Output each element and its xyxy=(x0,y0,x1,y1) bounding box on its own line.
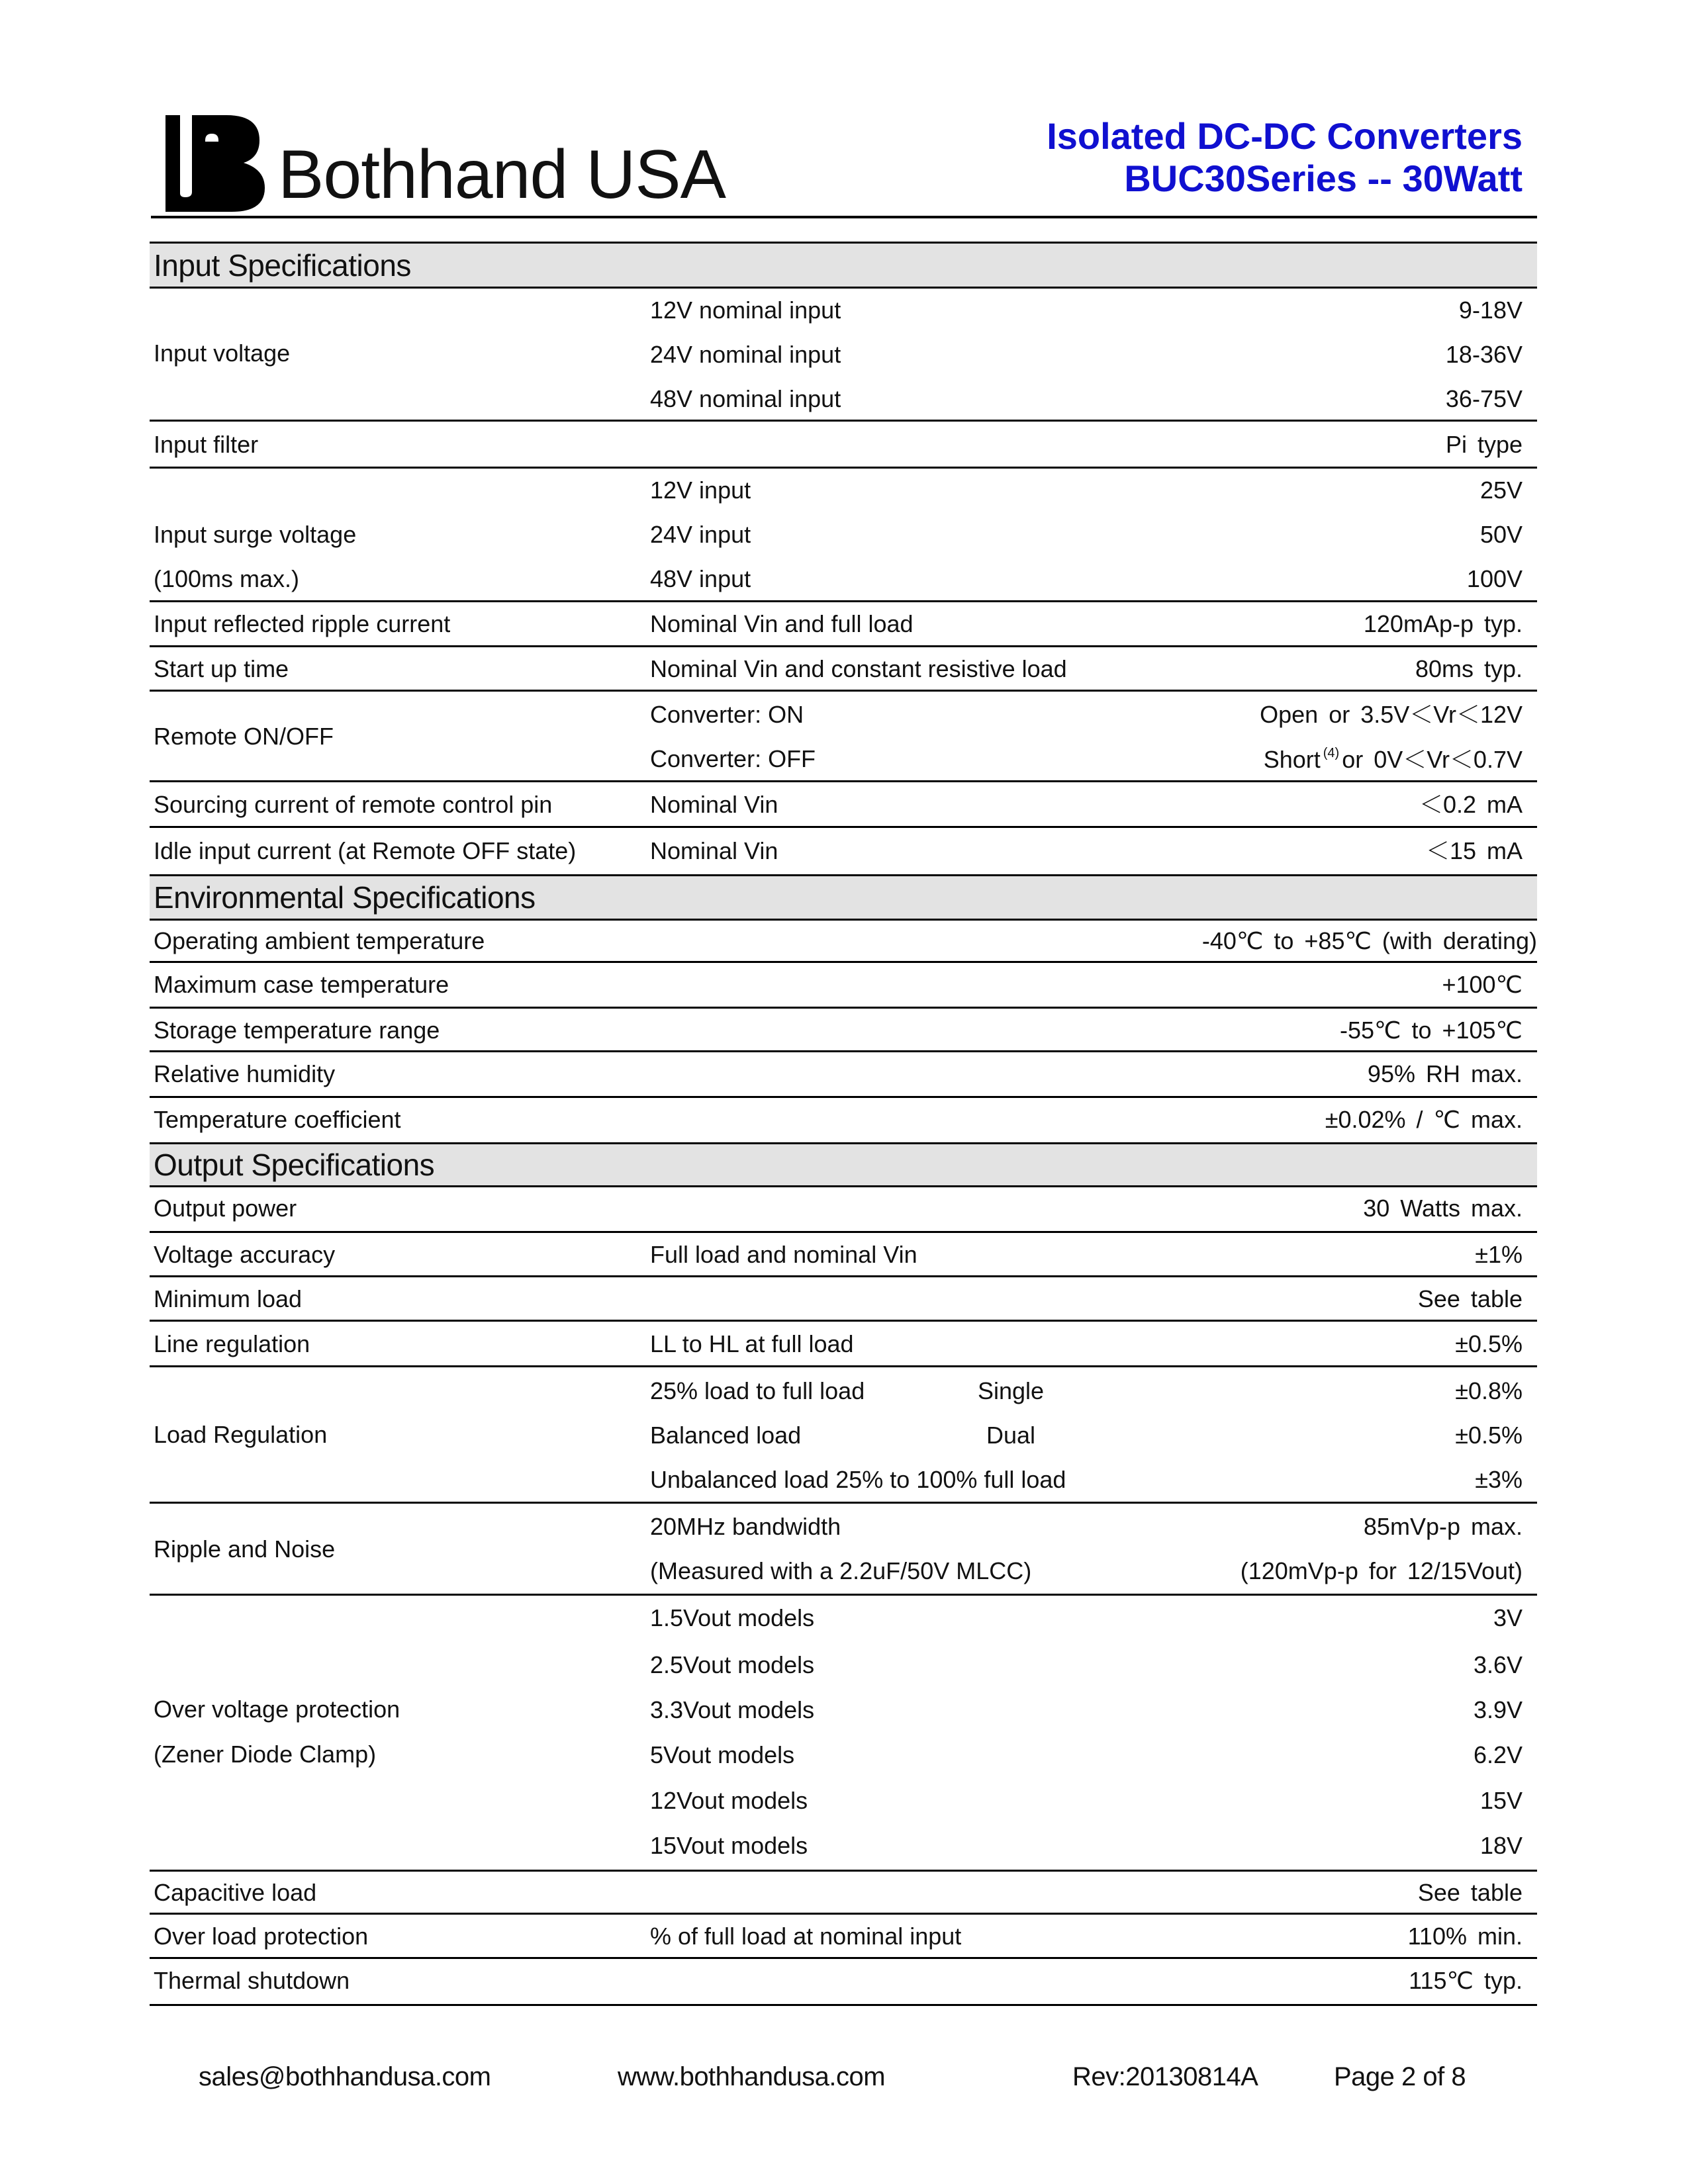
table-row-input-voltage xyxy=(150,289,1537,422)
row-condition: Balanced load xyxy=(650,1422,802,1449)
row-value: 15V xyxy=(1479,1787,1523,1814)
row-label: Input surge voltage xyxy=(154,521,357,548)
row-value: 50V xyxy=(1479,521,1523,548)
table-row-temp-coefficient xyxy=(150,1098,1537,1142)
row-value: 110% min. xyxy=(1407,1923,1523,1950)
row-condition: Unbalanced load 25% to 100% full load xyxy=(650,1466,1066,1493)
section-header-input xyxy=(150,242,1537,289)
row-value: 100V xyxy=(1466,565,1523,592)
row-condition: LL to HL at full load xyxy=(650,1330,854,1357)
row-value: ±3% xyxy=(1475,1466,1523,1493)
table-row-thermal-shutdown xyxy=(150,1959,1537,2006)
table-row-output-power xyxy=(150,1187,1537,1233)
table-row-reflected-ripple xyxy=(150,602,1537,647)
table-row-max-case-temp xyxy=(150,963,1537,1009)
row-condition: Converter: OFF xyxy=(650,745,816,772)
row-value: ＜0.2 mA xyxy=(1419,791,1523,818)
row-condition: (Measured with a 2.2uF/50V MLCC) xyxy=(650,1557,1032,1584)
footer-website-link[interactable]: www.bothhandusa.com xyxy=(618,2062,886,2091)
row-value: 85mVp-p max. xyxy=(1363,1513,1523,1540)
row-value: -40℃ to +85℃ (with derating) xyxy=(1201,927,1537,954)
row-label-note: (Zener Diode Clamp) xyxy=(154,1741,377,1768)
row-output-type: Dual xyxy=(986,1422,1036,1449)
row-value: 25V xyxy=(1479,477,1523,504)
document-subtitle: BUC30Series -- 30Watt xyxy=(1124,158,1523,199)
bothhand-logo-icon xyxy=(165,115,265,212)
table-row-input-filter xyxy=(150,422,1537,469)
value-text: Short xyxy=(1263,746,1321,773)
row-condition: Nominal Vin xyxy=(650,791,778,818)
row-value: ±0.5% xyxy=(1455,1422,1523,1449)
row-condition: 48V input xyxy=(650,565,751,592)
row-condition: 48V nominal input xyxy=(650,385,841,412)
row-label: Output power xyxy=(154,1195,297,1222)
table-row-line-regulation xyxy=(150,1322,1537,1367)
row-value: 95% RH max. xyxy=(1367,1060,1523,1087)
row-condition: Converter: ON xyxy=(650,701,804,728)
row-label: Thermal shutdown xyxy=(154,1967,350,1994)
row-condition: % of full load at nominal input xyxy=(650,1923,962,1950)
section-title: Input Specifications xyxy=(154,248,411,283)
row-label: Input reflected ripple current xyxy=(154,610,451,637)
row-label: Temperature coefficient xyxy=(154,1106,401,1133)
footer-email-link[interactable]: sales@bothhandusa.com xyxy=(199,2062,491,2091)
section-title: Environmental Specifications xyxy=(154,880,536,915)
row-value: Pi type xyxy=(1445,431,1523,458)
row-value: 9-18V xyxy=(1458,296,1523,324)
row-label: Storage temperature range xyxy=(154,1017,440,1044)
row-value: 18-36V xyxy=(1445,341,1523,368)
header-rule xyxy=(151,216,1537,218)
section-header-output xyxy=(150,1142,1537,1187)
row-condition: 25% load to full load xyxy=(650,1377,865,1404)
row-value: 3.9V xyxy=(1473,1696,1523,1723)
row-condition: Nominal Vin xyxy=(650,837,778,864)
row-label: Remote ON/OFF xyxy=(154,723,334,750)
row-label: Sourcing current of remote control pin xyxy=(154,791,553,818)
table-row-over-voltage-protection xyxy=(150,1596,1537,1872)
row-value: 3.6V xyxy=(1473,1651,1523,1678)
row-label: Idle input current (at Remote OFF state) xyxy=(154,837,577,864)
row-value: (120mVp-p for 12/15Vout) xyxy=(1240,1557,1523,1584)
row-condition: 1.5Vout models xyxy=(650,1604,815,1631)
row-condition: 12V input xyxy=(650,477,751,504)
row-value: See table xyxy=(1417,1285,1523,1312)
section-header-environmental xyxy=(150,874,1537,921)
row-condition: Nominal Vin and constant resistive load xyxy=(650,655,1067,682)
row-condition: 3.3Vout models xyxy=(650,1696,815,1723)
row-label: Over load protection xyxy=(154,1923,369,1950)
row-condition: 12Vout models xyxy=(650,1787,808,1814)
row-condition: 20MHz bandwidth xyxy=(650,1513,841,1540)
table-row-remote-on-off xyxy=(150,692,1537,782)
row-value: ±1% xyxy=(1475,1241,1523,1268)
table-row-sourcing-current xyxy=(150,782,1537,828)
row-condition: Nominal Vin and full load xyxy=(650,610,914,637)
row-value: +100℃ xyxy=(1442,971,1523,998)
table-row-over-load-protection xyxy=(150,1915,1537,1959)
document-title: Isolated DC-DC Converters xyxy=(1047,115,1523,157)
value-text: or 0V＜Vr＜0.7V xyxy=(1342,746,1523,773)
row-condition: 24V input xyxy=(650,521,751,548)
table-row-minimum-load xyxy=(150,1277,1537,1322)
row-condition: 5Vout models xyxy=(650,1741,795,1768)
section-title: Output Specifications xyxy=(154,1148,435,1182)
row-label: Line regulation xyxy=(154,1330,310,1357)
row-label: Maximum case temperature xyxy=(154,971,449,998)
row-value: See table xyxy=(1417,1879,1523,1906)
row-value: 120mAp-p typ. xyxy=(1363,610,1523,637)
spec-table xyxy=(150,242,1537,2006)
row-label-note: (100ms max.) xyxy=(154,565,300,592)
footer-revision: Rev:20130814A xyxy=(1072,2062,1258,2091)
row-value: ±0.8% xyxy=(1455,1377,1523,1404)
table-row-start-up xyxy=(150,647,1537,692)
row-label: Capacitive load xyxy=(154,1879,317,1906)
table-row-input-surge xyxy=(150,469,1537,602)
row-label: Load Regulation xyxy=(154,1421,328,1448)
row-value: 80ms typ. xyxy=(1415,655,1523,682)
row-condition: 24V nominal input xyxy=(650,341,841,368)
table-row-humidity xyxy=(150,1052,1537,1098)
row-value: 30 Watts max. xyxy=(1363,1195,1523,1222)
table-row-storage-temp xyxy=(150,1009,1537,1052)
table-row-load-regulation xyxy=(150,1367,1537,1504)
row-label: Minimum load xyxy=(154,1285,303,1312)
row-label: Voltage accuracy xyxy=(154,1241,336,1268)
row-value xyxy=(1264,747,1523,772)
row-label: Input voltage xyxy=(154,340,291,367)
footer-page-number: Page 2 of 8 xyxy=(1334,2062,1466,2091)
table-row-operating-temp xyxy=(150,921,1537,963)
row-value: -55℃ to +105℃ xyxy=(1339,1017,1523,1044)
row-value: 3V xyxy=(1493,1604,1523,1631)
row-condition: 2.5Vout models xyxy=(650,1651,815,1678)
row-value: ±0.5% xyxy=(1455,1330,1523,1357)
row-label: Relative humidity xyxy=(154,1060,336,1087)
row-value: ±0.02% / ℃ max. xyxy=(1325,1106,1523,1133)
row-value: Open or 3.5V＜Vr＜12V xyxy=(1260,701,1523,728)
row-label: Start up time xyxy=(154,655,289,682)
row-value: 6.2V xyxy=(1473,1741,1523,1768)
row-label: Input filter xyxy=(154,431,259,458)
row-label: Ripple and Noise xyxy=(154,1535,336,1563)
row-value: 115℃ typ. xyxy=(1409,1967,1523,1994)
table-row-capacitive-load xyxy=(150,1872,1537,1915)
table-row-idle-current xyxy=(150,828,1537,874)
row-value: ＜15 mA xyxy=(1425,837,1523,864)
brand-name: Bothhand USA xyxy=(278,136,726,213)
row-label: Operating ambient temperature xyxy=(154,927,485,954)
row-output-type: Single xyxy=(977,1377,1045,1404)
table-row-voltage-accuracy xyxy=(150,1233,1537,1277)
row-value: 36-75V xyxy=(1445,385,1523,412)
row-value: 18V xyxy=(1479,1832,1523,1859)
row-condition: 15Vout models xyxy=(650,1832,808,1859)
table-row-ripple-noise xyxy=(150,1504,1537,1596)
row-label: Over voltage protection xyxy=(154,1696,400,1723)
row-condition: Full load and nominal Vin xyxy=(650,1241,917,1268)
footnote-marker: (4) xyxy=(1323,746,1340,760)
row-condition: 12V nominal input xyxy=(650,296,841,324)
